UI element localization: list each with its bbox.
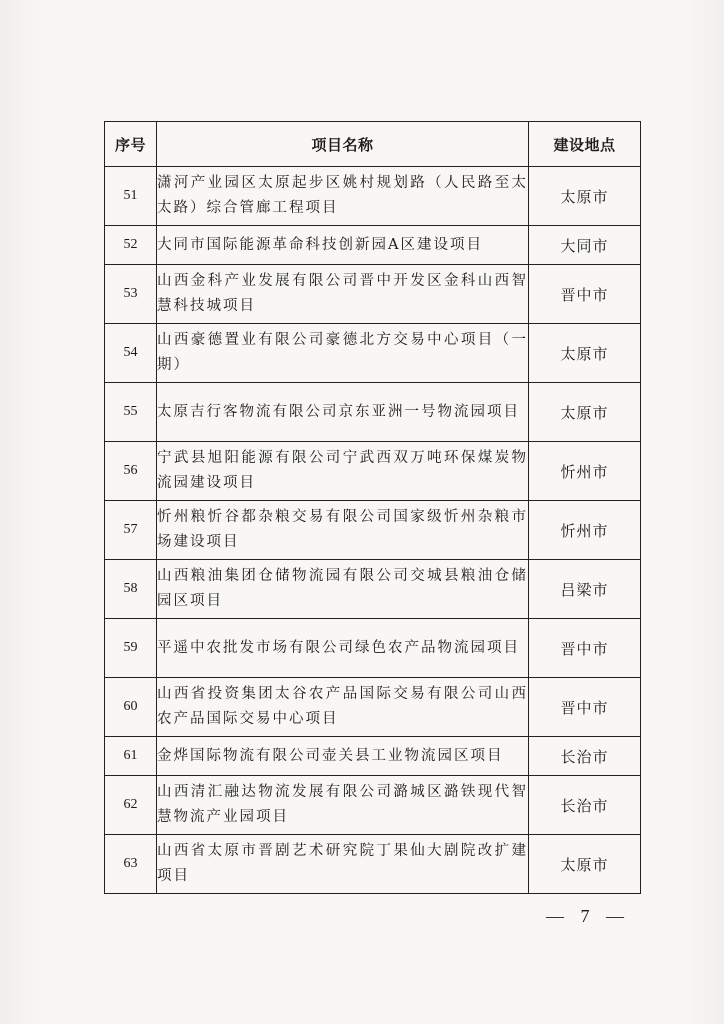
- row-project-name: 大同市国际能源革命科技创新园A区建设项目: [157, 226, 529, 265]
- row-num: 51: [105, 167, 157, 226]
- row-num: 54: [105, 324, 157, 383]
- row-num: 56: [105, 442, 157, 501]
- row-project-name: 平遥中农批发市场有限公司绿色农产品物流园项目: [157, 619, 529, 678]
- table-row: [105, 560, 641, 619]
- row-num: 55: [105, 383, 157, 442]
- row-num: 61: [105, 737, 157, 776]
- row-project-name: 潇河产业园区太原起步区姚村规划路（人民路至太太路）综合管廊工程项目: [157, 167, 529, 226]
- page-number: — 7 —: [546, 906, 630, 926]
- row-num: 57: [105, 501, 157, 560]
- row-project-name: 金烨国际物流有限公司壶关县工业物流园区项目: [157, 737, 529, 776]
- project-table: [104, 121, 641, 894]
- table-row: [105, 265, 641, 324]
- table-row: [105, 678, 641, 737]
- table-row: [105, 167, 641, 226]
- header-name: 项目名称: [157, 122, 529, 167]
- row-project-name: 山西粮油集团仓储物流园有限公司交城县粮油仓储园区项目: [157, 560, 529, 619]
- row-num: 53: [105, 265, 157, 324]
- row-location: 大同市: [529, 226, 641, 265]
- row-num: 52: [105, 226, 157, 265]
- row-project-name: 山西金科产业发展有限公司晋中开发区金科山西智慧科技城项目: [157, 265, 529, 324]
- row-project-name: 山西豪德置业有限公司豪德北方交易中心项目（一期）: [157, 324, 529, 383]
- table-header-row: [105, 122, 641, 167]
- row-num: 62: [105, 776, 157, 835]
- header-num: 序号: [105, 122, 157, 167]
- table-row: [105, 324, 641, 383]
- row-location: 晋中市: [529, 265, 641, 324]
- table-row: [105, 226, 641, 265]
- row-location: 长治市: [529, 776, 641, 835]
- table-row: [105, 442, 641, 501]
- table-row: [105, 383, 641, 442]
- table-row: [105, 737, 641, 776]
- row-location: 太原市: [529, 383, 641, 442]
- row-num: 58: [105, 560, 157, 619]
- table-row: [105, 835, 641, 894]
- row-num: 60: [105, 678, 157, 737]
- row-location: 忻州市: [529, 501, 641, 560]
- header-location: 建设地点: [529, 122, 641, 167]
- row-project-name: 忻州粮忻谷都杂粮交易有限公司国家级忻州杂粮市场建设项目: [157, 501, 529, 560]
- row-location: 忻州市: [529, 442, 641, 501]
- row-location: 太原市: [529, 835, 641, 894]
- row-location: 晋中市: [529, 619, 641, 678]
- row-num: 63: [105, 835, 157, 894]
- row-num: 59: [105, 619, 157, 678]
- row-location: 晋中市: [529, 678, 641, 737]
- row-project-name: 太原吉行客物流有限公司京东亚洲一号物流园项目: [157, 383, 529, 442]
- row-project-name: 山西清汇融达物流发展有限公司潞城区潞铁现代智慧物流产业园项目: [157, 776, 529, 835]
- table-row: [105, 619, 641, 678]
- row-location: 太原市: [529, 167, 641, 226]
- row-project-name: 山西省太原市晋剧艺术研究院丁果仙大剧院改扩建项目: [157, 835, 529, 894]
- table-row: [105, 776, 641, 835]
- row-location: 吕梁市: [529, 560, 641, 619]
- table-row: [105, 501, 641, 560]
- row-location: 太原市: [529, 324, 641, 383]
- row-project-name: 山西省投资集团太谷农产品国际交易有限公司山西农产品国际交易中心项目: [157, 678, 529, 737]
- row-project-name: 宁武县旭阳能源有限公司宁武西双万吨环保煤炭物流园建设项目: [157, 442, 529, 501]
- row-location: 长治市: [529, 737, 641, 776]
